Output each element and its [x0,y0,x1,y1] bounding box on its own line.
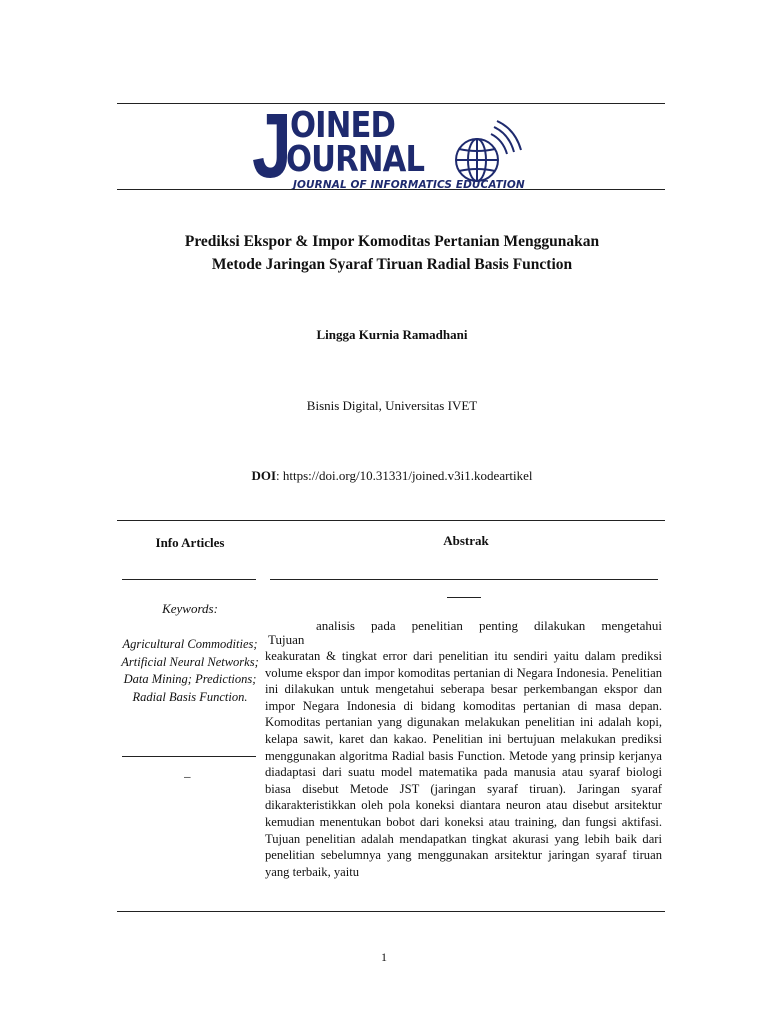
doi-label: DOI [251,468,277,483]
journal-logo [250,95,550,197]
table-bottom-rule [117,911,665,912]
keywords-end-rule [122,756,256,757]
info-separator-rule [122,579,256,580]
doi-line [120,468,664,484]
keywords-end-mark: _ [184,764,191,779]
globe-icon [453,120,523,186]
doi-link[interactable]: : https://doi.org/10.31331/joined.v3i1.kodeartikel [276,468,533,483]
keywords-list: Agricultural Commodities; Artificial Neural Networks; Data Mining; Predictions; Radial Basis Function. [121,637,259,704]
abstract-word-tujuan: Tujuan [268,632,305,647]
abstract-separator-rule [270,579,658,580]
info-articles-heading: Info Articles [155,535,225,550]
article-title [120,230,664,276]
logo-subtitle: JOURNAL OF INFORMATICS EDUCATION [293,179,525,191]
logo-word-ournal: OURNAL [286,139,425,180]
article-title-line-2: Metode Jaringan Syaraf Tiruan Radial Basis Function [211,256,573,273]
header-bottom-rule [117,189,665,190]
keywords-label: Keywords: [162,601,218,616]
abstract-body: keakuratan & tingkat error dari penelitian itu sendiri yaitu dalam prediksi volume ekspor dan impor komoditas pertanian di Negara Indonesia. Penelitian ini dilakukan untuk mengetahui seberapa besar perkembangan ekspor dan impor Negara Indonesia di bidang komoditas pertanian di masa depan. Komoditas pertanian yang digunakan melakukan penelitian ini adalah kopi, kelapa sawit, karet dan kakao. Penelitian ini bertujuan melakukan prediksi menggunakan algoritma Radial basis Function. Metode yang prinsip kerjanya diadaptasi dari suatu model matematika pada manusia atau syaraf biologi biasa disebut Metode JST (jaringan syaraf tiruan). Jaringan syaraf dikarakteristikkan oleh pola koneksi diantara neuron atau disebut arsitektur kemudian menentukan bobot dari koneksi atau training, dan fungsi aktifasi. Tujuan penelitian adalah mendapatkan tingkat akurasi yang lebih baik dari penelitian sebelumnya yang menggunakan arsitektur jaringan syaraf tiruan yang terbaik, yaitu [265,649,662,879]
header-top-rule [117,103,665,104]
abstract-separator-rule-short [447,597,481,598]
logo-letter-j: J [252,95,292,197]
table-top-rule [117,520,665,521]
author-name: Lingga Kurnia Ramadhani [316,327,468,342]
abstract-first-line [268,617,662,634]
abstract-first-line-text: analisis pada penelitian penting dilakukan mengetahui [316,618,662,633]
abstract-heading: Abstrak [443,533,489,548]
article-title-line-1: Prediksi Ekspor & Impor Komoditas Pertanian Menggunakan [184,233,600,250]
logo-word-oined: OINED [290,105,396,146]
author-affiliation: Bisnis Digital, Universitas IVET [306,398,478,413]
page-number: 1 [381,950,387,964]
